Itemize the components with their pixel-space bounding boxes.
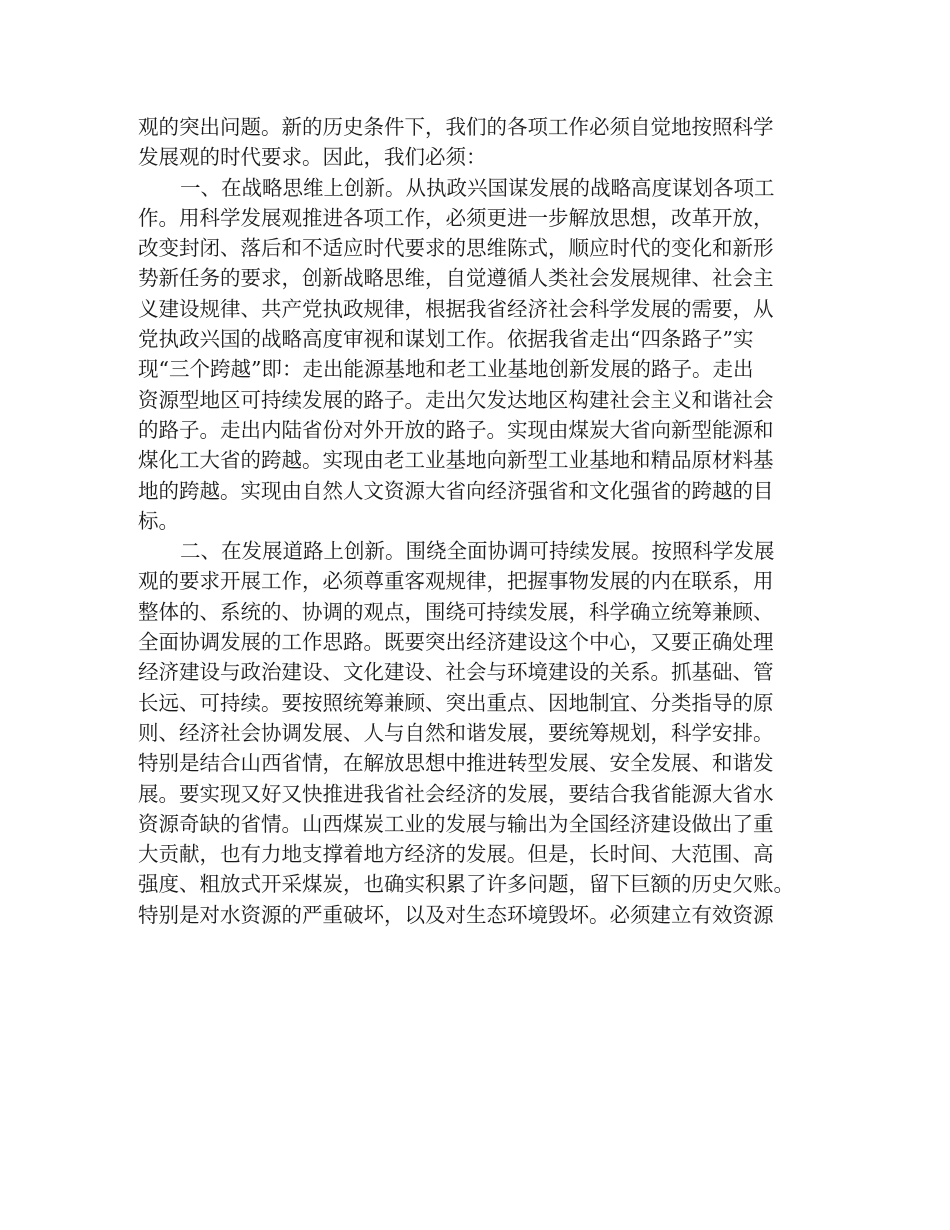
text-line: 长远、可持续。要按照统筹兼顾、突出重点、因地制宜、分类指导的原 — [138, 690, 774, 715]
text-line: 特别是对水资源的严重破坏，以及对生态环境毁坏。必须建立有效资源 — [138, 902, 774, 927]
text-line: 煤化工大省的跨越。实现由老工业基地向新型工业基地和精品原材料基 — [138, 448, 774, 473]
text-line: 则、经济社会协调发展、人与自然和谐发展，要统筹规划，科学安排。 — [138, 720, 774, 745]
text-line: 党执政兴国的战略高度审视和谋划工作。依据我省走出“四条路子”实 — [138, 327, 754, 352]
text-line: 改变封闭、落后和不适应时代要求的思维陈式，顺应时代的变化和新形 — [138, 236, 774, 261]
text-line: 大贡献，也有力地支撑着地方经济的发展。但是，长时间、大范围、高 — [138, 842, 774, 867]
text-line: 的路子。走出内陆省份对外开放的路子。实现由煤炭大省向新型能源和 — [138, 417, 774, 442]
text-line: 发展观的时代要求。因此，我们必须： — [138, 145, 487, 170]
text-line: 作。用科学发展观推进各项工作，必须更进一步解放思想，改革开放， — [138, 205, 774, 230]
text-line: 二、在发展道路上创新。围绕全面协调可持续发展。按照科学发展 — [180, 539, 775, 564]
text-line: 特别是结合山西省情，在解放思想中推进转型发展、安全发展、和谐发 — [138, 751, 774, 776]
text-line: 观的突出问题。新的历史条件下，我们的各项工作必须自觉地按照科学 — [138, 115, 774, 139]
text-line: 资源型地区可持续发展的路子。走出欠发达地区构建社会主义和谐社会 — [138, 387, 774, 412]
text-line: 义建设规律、共产党执政规律，根据我省经济社会科学发展的需要，从 — [138, 296, 774, 321]
text-line: 全面协调发展的工作思路。既要突出经济建设这个中心，又要正确处理 — [138, 630, 774, 655]
text-line: 经济建设与政治建设、文化建设、社会与环境建设的关系。抓基础、管 — [138, 660, 774, 685]
text-line: 一、在战略思维上创新。从执政兴国谋发展的战略高度谋划各项工 — [180, 175, 775, 200]
text-line: 观的要求开展工作，必须尊重客观规律，把握事物发展的内在联系，用 — [138, 569, 774, 594]
text-line: 整体的、系统的、协调的观点，围绕可持续发展，科学确立统筹兼顾、 — [138, 599, 774, 624]
text-line: 势新任务的要求，创新战略思维，自觉遵循人类社会发展规律、社会主 — [138, 266, 774, 291]
text-line: 地的跨越。实现由自然人文资源大省向经济强省和文化强省的跨越的目 — [138, 478, 774, 503]
body-text — [138, 112, 828, 930]
text-line: 资源奇缺的省情。山西煤炭工业的发展与输出为全国经济建设做出了重 — [138, 811, 774, 836]
text-line: 展。要实现又好又快推进我省社会经济的发展，要结合我省能源大省水 — [138, 781, 774, 806]
text-line: 强度、粗放式开采煤炭，也确实积累了许多问题，留下巨额的历史欠账。 — [138, 872, 794, 897]
text-line: 标。 — [138, 508, 179, 533]
text-line: 现“三个跨越”即：走出能源基地和老工业基地创新发展的路子。走出 — [138, 357, 754, 382]
